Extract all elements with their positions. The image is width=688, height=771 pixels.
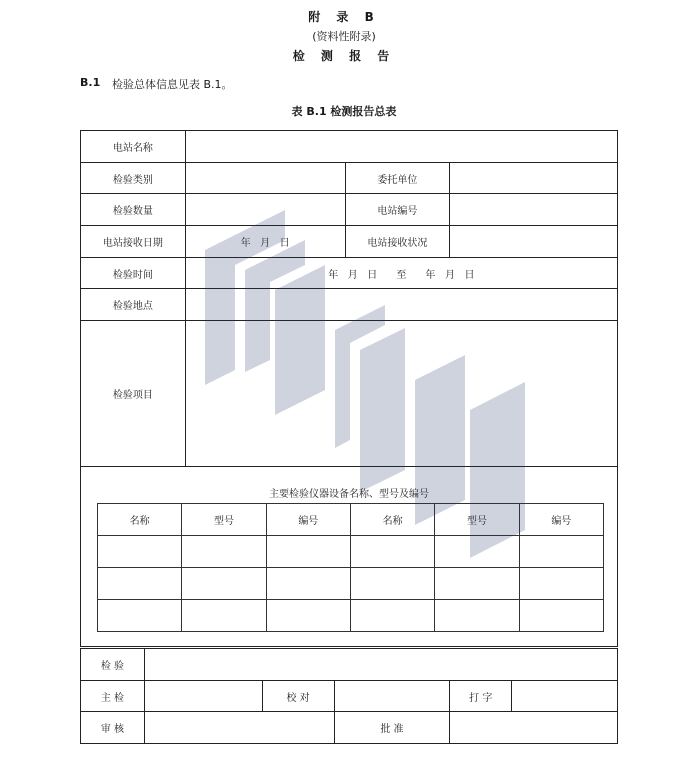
field-inspect-type[interactable] <box>185 163 345 194</box>
table-cell[interactable] <box>350 568 434 600</box>
col-header-model: 型号 <box>182 504 266 536</box>
field-review[interactable] <box>144 712 334 744</box>
label-receive-status: 电站接收状况 <box>345 226 450 258</box>
report-title: 检 测 报 告 <box>292 49 396 63</box>
label-inspect-time: 检验时间 <box>81 258 186 289</box>
field-proofread[interactable] <box>334 681 450 712</box>
field-inspect[interactable] <box>144 649 617 681</box>
col-header-name-2: 名称 <box>350 504 434 536</box>
col-header-model-2: 型号 <box>435 504 519 536</box>
table-cell[interactable] <box>435 536 519 568</box>
table-cell[interactable] <box>435 568 519 600</box>
appendix-title: 附 录 B <box>308 10 380 24</box>
col-header-name: 名称 <box>98 504 182 536</box>
col-header-number: 编号 <box>266 504 350 536</box>
field-station-name[interactable] <box>185 131 617 163</box>
table-cell[interactable] <box>98 568 182 600</box>
table-cell[interactable] <box>519 536 603 568</box>
label-inspect-place: 检验地点 <box>81 289 186 321</box>
label-approve: 批 准 <box>334 712 450 744</box>
field-inspect-place[interactable] <box>185 289 617 321</box>
label-station-no: 电站编号 <box>345 194 450 226</box>
field-main-inspect[interactable] <box>144 681 262 712</box>
label-inspect: 检 验 <box>81 649 145 681</box>
label-review: 审 核 <box>81 712 145 744</box>
label-receive-date: 电站接收日期 <box>81 226 186 258</box>
field-receive-date[interactable]: 年 月 日 <box>185 226 345 258</box>
instruments-title: 主要检验仪器设备名称、型号及编号 <box>269 489 429 500</box>
label-station-name: 电站名称 <box>81 131 186 163</box>
table-row <box>98 568 604 600</box>
table-cell[interactable] <box>266 568 350 600</box>
label-client: 委托单位 <box>345 163 450 194</box>
instruments-table <box>97 503 604 632</box>
field-station-no[interactable] <box>450 194 618 226</box>
appendix-note: (资料性附录) <box>312 30 376 43</box>
table-cell[interactable] <box>350 536 434 568</box>
table-row <box>98 536 604 568</box>
table-caption: 表 B.1 检测报告总表 <box>291 105 397 118</box>
table-cell[interactable] <box>182 600 266 632</box>
table-row <box>98 600 604 632</box>
table-cell[interactable] <box>266 536 350 568</box>
section-number: B.1 <box>80 76 101 89</box>
label-main-inspect: 主 检 <box>81 681 145 712</box>
field-receive-status[interactable] <box>450 226 618 258</box>
table-cell[interactable] <box>519 600 603 632</box>
table-cell[interactable] <box>182 568 266 600</box>
field-client[interactable] <box>450 163 618 194</box>
field-inspect-qty[interactable] <box>185 194 345 226</box>
signature-table <box>80 648 618 744</box>
field-inspect-time[interactable]: 年 月 日 至 年 月 日 <box>185 258 617 289</box>
label-inspect-items: 检验项目 <box>81 321 186 467</box>
table-cell[interactable] <box>519 568 603 600</box>
col-header-number-2: 编号 <box>519 504 603 536</box>
field-typing[interactable] <box>512 681 618 712</box>
field-inspect-items[interactable] <box>185 321 617 467</box>
table-cell[interactable] <box>266 600 350 632</box>
table-cell[interactable] <box>182 536 266 568</box>
table-cell[interactable] <box>98 536 182 568</box>
label-inspect-type: 检验类别 <box>81 163 186 194</box>
table-cell[interactable] <box>350 600 434 632</box>
field-approve[interactable] <box>450 712 618 744</box>
table-cell[interactable] <box>435 600 519 632</box>
label-proofread: 校 对 <box>262 681 334 712</box>
label-inspect-qty: 检验数量 <box>81 194 186 226</box>
section-text: 检验总体信息见表 B.1。 <box>112 78 233 91</box>
label-typing: 打 字 <box>450 681 512 712</box>
table-cell[interactable] <box>98 600 182 632</box>
